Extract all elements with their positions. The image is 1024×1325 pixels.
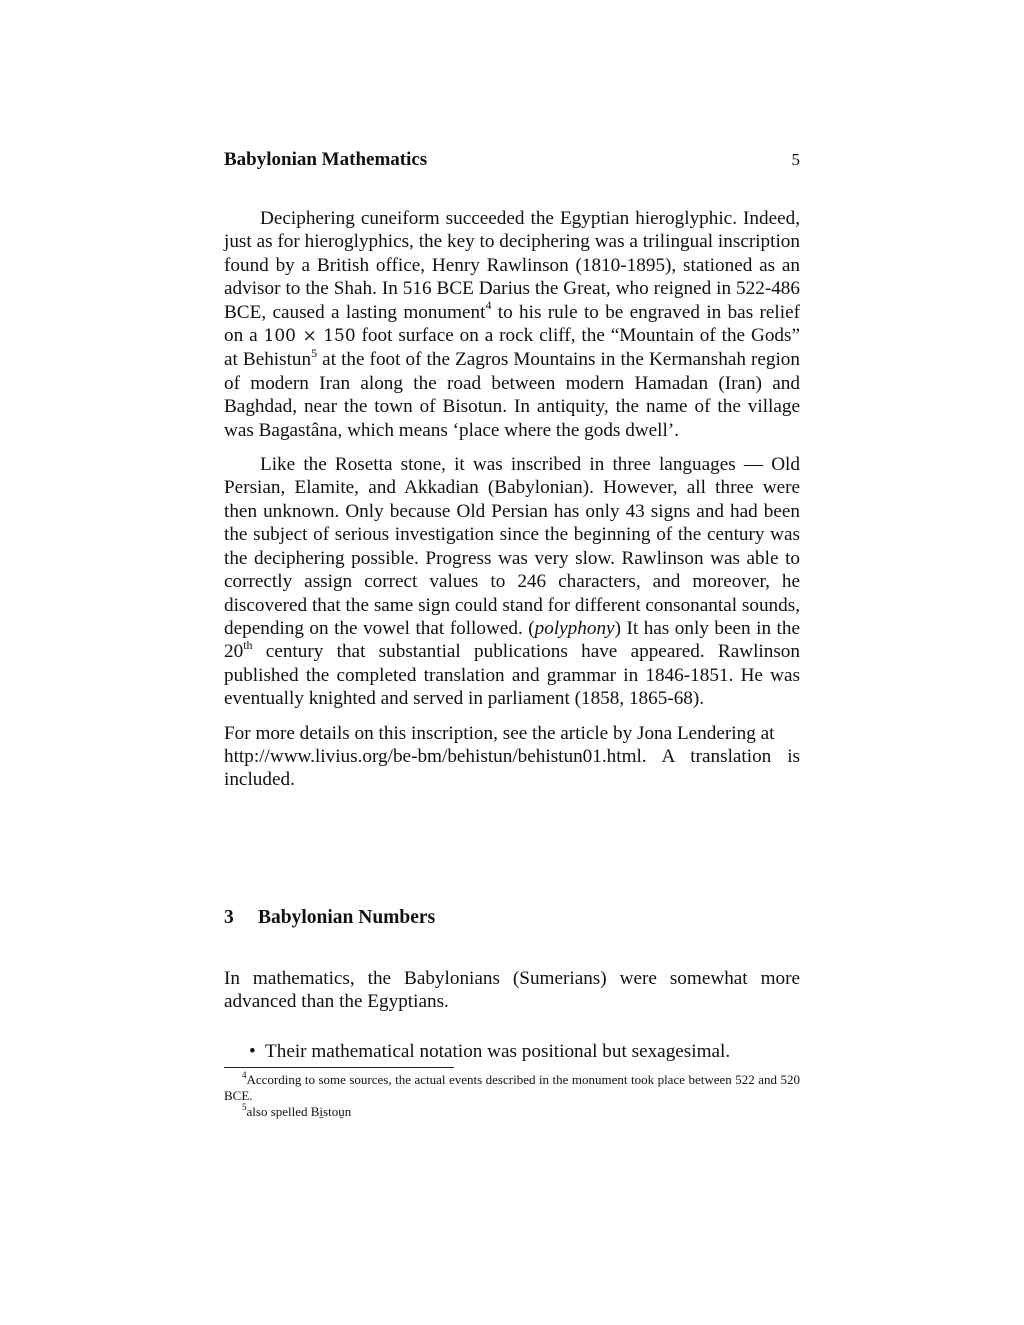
paragraph-text: For more details on this inscription, see the article by Jona Lendering at xyxy=(224,722,775,744)
paragraph-text: ) It has only been in the 20 xyxy=(224,617,800,663)
footnote-mark: 5 xyxy=(242,1101,247,1112)
list-item-text: Their mathematical notation was positional but sexagesimal. xyxy=(265,1041,731,1062)
page-header xyxy=(224,149,800,175)
paragraph-text: A translation is included. xyxy=(224,745,800,791)
paragraph-more-details xyxy=(224,722,800,792)
math-dimensions: 100 × 150 xyxy=(263,326,356,347)
paragraph-rosetta xyxy=(224,453,800,710)
paragraph-text: Like the Rosetta stone, it was inscribed in three languages — Old Persian, Elamite, and Akkadian (Babylonian). However, all three were then unknown. Only because Old Persian has only 43 signs and had been the subject of serious investigation since the beginning of the century was the deciphering possible. Progress was very slow. Rawlinson was able to correctly assign correct values to 246 characters, and moreover, he discovered that the same sign could stand for different consonantal sounds, depending on the vowel that followed. ( xyxy=(224,454,800,639)
body-text xyxy=(224,207,800,792)
superscript-th: th xyxy=(243,637,253,652)
italic-term: polyphony xyxy=(534,617,615,639)
article-link[interactable]: http://www.livius.org/be-bm/behistun/behistun01.html. xyxy=(224,745,647,767)
paragraph-text: to his rule to be engraved in bas relief on a xyxy=(224,301,800,347)
footnote-text: According to some sources, the actual events described in the monument took place between 522 and 520 BCE. xyxy=(224,1072,800,1103)
section-number: 3 xyxy=(224,907,234,928)
footnote-4 xyxy=(224,1069,800,1104)
section-title: Babylonian Numbers xyxy=(258,907,436,928)
footnote-ref-4: 4 xyxy=(485,298,492,313)
running-title: Babylonian Mathematics xyxy=(224,149,428,170)
paragraph-text: foot surface on a rock cliff, the “Mountain of the Gods” at Behistun xyxy=(224,325,800,371)
footnote-rule xyxy=(224,1067,454,1068)
page-number: 5 xyxy=(791,150,800,169)
paragraph-text: Deciphering cuneiform succeeded the Egyptian hieroglyphic. Indeed, just as for hieroglyphics, the key to deciphering was a trilingual inscription found by a British office, Henry Rawlinson (1810-1895), stationed as an advisor to the Shah. In 516 BCE Darius the Great, who reigned in 522-486 BCE, caused a lasting monument xyxy=(224,208,800,323)
bullet-marker: • xyxy=(249,1041,256,1062)
section-heading xyxy=(224,907,435,929)
footnote-text: also spelled Bi̱stou̱n xyxy=(246,1104,352,1119)
footnote-ref-5: 5 xyxy=(311,346,318,361)
paragraph-text: at the foot of the Zagros Mountains in the Kermanshah region of modern Iran along the road between modern Hamadan (Iran) and Baghdad, near the town of Bisotun. In antiquity, the name of the village was Bagastâna, which means ‘place where the gods dwell’. xyxy=(224,349,800,441)
paragraph-text: century that substantial publications have appeared. Rawlinson published the completed translation and grammar in 1846-1851. He was eventually knighted and served in parliament (1858, 1865-68). xyxy=(224,641,800,710)
footnote-mark: 4 xyxy=(242,1069,247,1080)
paragraph-intro: In mathematics, the Babylonians (Sumerians) were somewhat more advanced than the Egyptians. xyxy=(224,968,800,1013)
footnotes xyxy=(224,1069,800,1120)
paragraph-behistun xyxy=(224,207,800,442)
footnote-5 xyxy=(224,1101,800,1120)
